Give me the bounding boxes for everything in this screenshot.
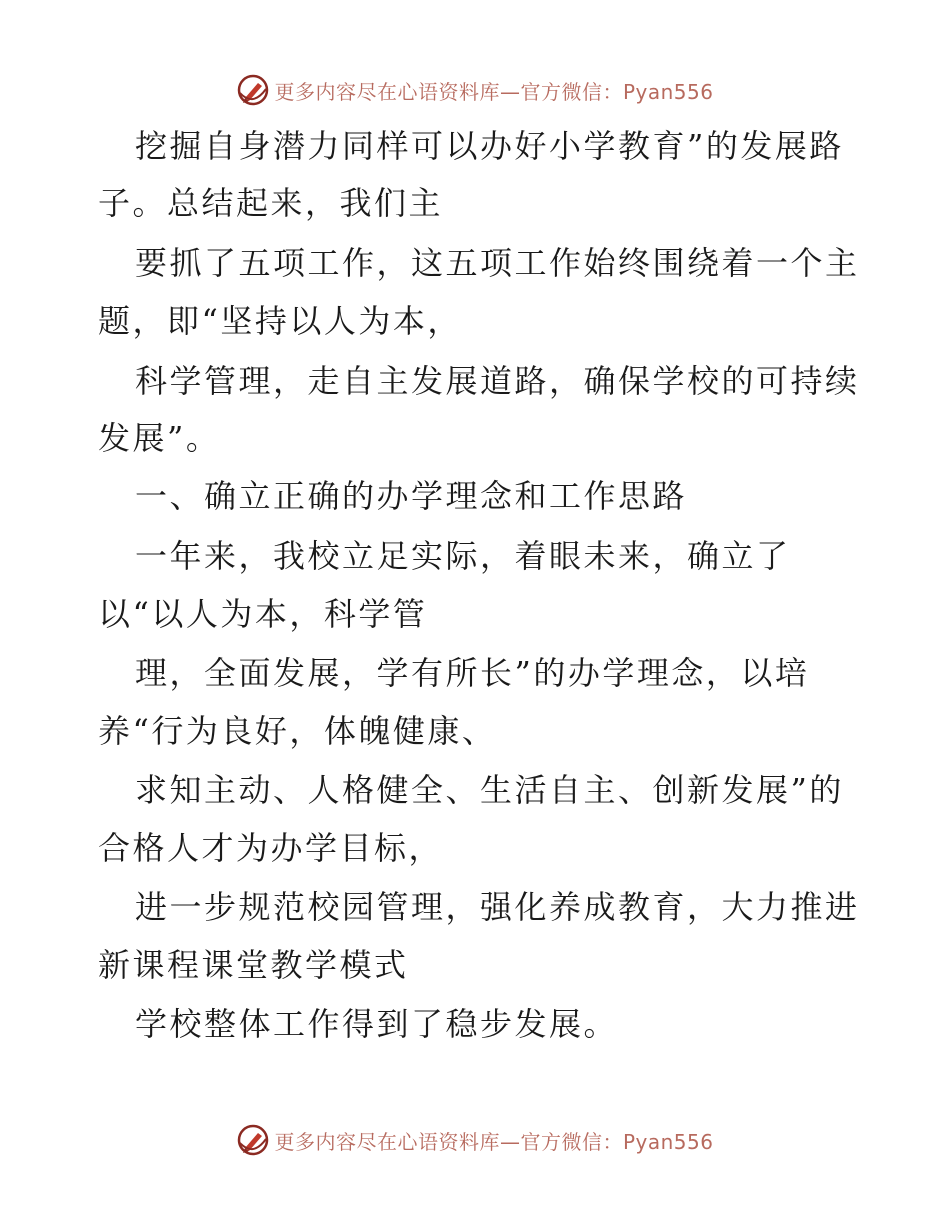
- paragraph-line: 求知主动、人格健全、生活自主、创新发展”的: [135, 771, 844, 809]
- footer-banner-text: 更多内容尽在心语资料库—官方微信：Pyan556: [274, 1129, 714, 1154]
- paragraph-line: 题，即“坚持以人为本，: [98, 302, 462, 340]
- paragraph-line: 养“行为良好，体魄健康、: [98, 712, 497, 750]
- pen-logo-icon: [236, 73, 270, 107]
- paragraph-line: 发展”。: [98, 419, 221, 457]
- header-banner: [0, 70, 950, 110]
- paragraph-line: 一年来，我校立足实际，着眼未来，确立了: [135, 537, 791, 575]
- pen-logo-icon: [236, 1123, 270, 1157]
- paragraph-line: 合格人才为办学目标，: [98, 829, 444, 867]
- paragraph-line: 新课程课堂教学模式: [98, 946, 409, 984]
- paragraph-line: 学校整体工作得到了稳步发展。: [135, 1005, 619, 1043]
- section-heading: 一、确立正确的办学理念和工作思路: [135, 477, 688, 515]
- paragraph-line: 子。总结起来，我们主: [98, 184, 444, 222]
- paragraph-line: 挖掘自身潜力同样可以办好小学教育”的发展路: [135, 127, 844, 165]
- paragraph-line: 理，全面发展，学有所长”的办学理念，以培: [135, 654, 810, 692]
- paragraph-line: 要抓了五项工作，这五项工作始终围绕着一个主: [135, 244, 860, 282]
- paragraph-line: 以“以人为本，科学管: [98, 595, 428, 633]
- footer-banner: [0, 1120, 950, 1160]
- paragraph-line: 科学管理，走自主发展道路，确保学校的可持续: [135, 362, 860, 400]
- header-banner-text: 更多内容尽在心语资料库—官方微信：Pyan556: [274, 79, 714, 104]
- paragraph-line: 进一步规范校园管理，强化养成教育，大力推进: [135, 888, 860, 926]
